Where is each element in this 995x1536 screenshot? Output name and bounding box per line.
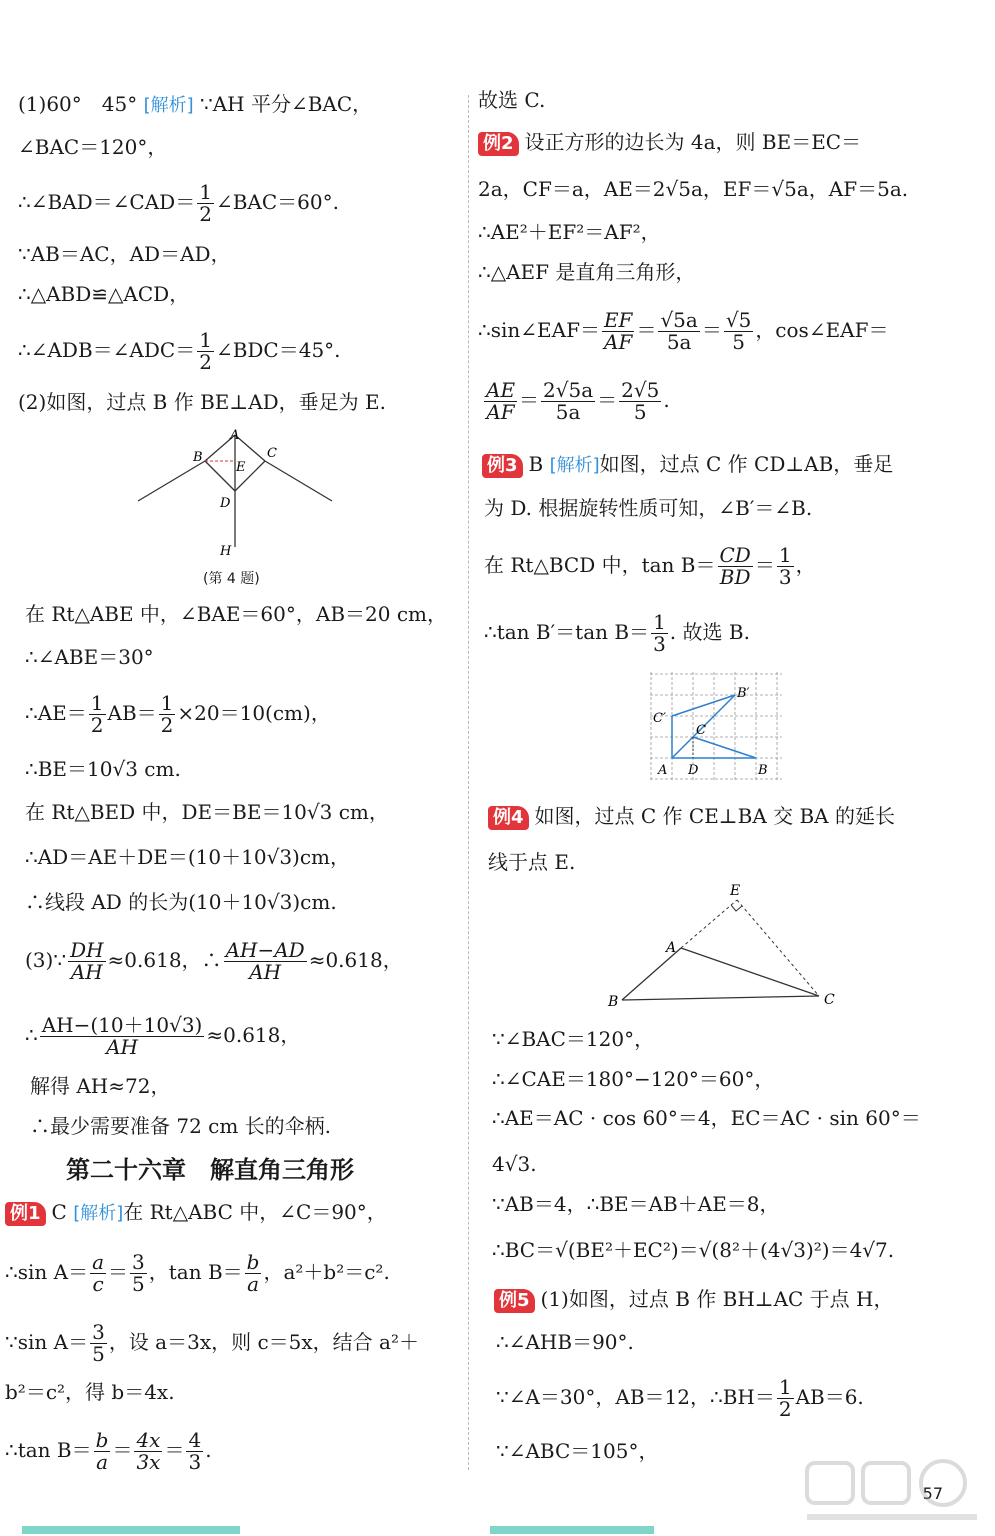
- fraction-dh-ah: $\frac{DH}{AH}$: [70, 938, 104, 984]
- fraction-3-5: $\frac{3}{5}$: [92, 1320, 105, 1366]
- example-5-line-2: ∴∠AHB＝90°.: [496, 1330, 634, 1354]
- ex3-label-a: A: [658, 763, 668, 778]
- jiexi-label: [解析]: [73, 1203, 124, 1224]
- figure-4-caption: (第 4 题): [203, 571, 260, 587]
- left-line-18: ∴最少需要准备 72 cm 长的伞柄.: [30, 1114, 332, 1138]
- column-divider: [468, 95, 469, 1470]
- fraction-4-3: $\frac{4}{3}$: [188, 1428, 202, 1474]
- fig4-label-h: H: [220, 544, 232, 559]
- example-4-line-5: ∴AE＝AC · cos 60°＝4，EC＝AC · sin 60°＝: [492, 1106, 921, 1130]
- example-4-line-6: 4√3.: [492, 1152, 537, 1176]
- left-line-14: ∴线段 AD 的长为(10＋10√3)cm.: [25, 890, 337, 914]
- left-line-7: (2)如图，过点 B 作 BE⊥AD，垂足为 E.: [18, 390, 386, 414]
- fraction-ah-ad-over-ah: $\frac{AH-AD}{AH}$: [225, 938, 305, 984]
- example-5-line-3: ∵∠A＝30°，AB＝12，∴BH＝ $\frac{1}{2}$ AB＝6.: [496, 1375, 864, 1421]
- footer-bar-left: [22, 1526, 240, 1534]
- ex4-label-b: B: [608, 994, 619, 1010]
- example-2-line-3: ∴AE²＋EF²＝AF²，: [478, 220, 661, 244]
- fraction-4x-3x: $\frac{4x}{3x}$: [136, 1428, 161, 1474]
- left-line-5: ∴△ABD≌△ACD，: [18, 282, 190, 306]
- fraction-ae-af: $\frac{AE}{AF}$: [486, 378, 516, 424]
- left-line-3: ∴∠BAD＝∠CAD＝ $\frac{1}{2}$ ∠BAC＝60°.: [18, 180, 339, 226]
- ex3-label-b-prime: B′: [737, 686, 750, 701]
- left-line-16: ∴ $\frac{AH-(10+10√3)}{AH}$ ≈0.618，: [25, 1013, 301, 1059]
- ex3-label-c-prime: C′: [653, 711, 666, 726]
- fig4-label-a: A: [230, 428, 240, 443]
- fraction-cd-bd: $\frac{CD}{BD}$: [719, 543, 751, 589]
- example-2-line-2: 2a，CF＝a，AE＝2√5a，EF＝√5a，AF＝5a.: [478, 177, 909, 201]
- fraction-half: $\frac{1}{2}$: [90, 691, 104, 737]
- ex4-label-e: E: [730, 883, 741, 899]
- left-line-9: ∴∠ABE＝30°: [25, 645, 154, 669]
- fraction-3-5: $\frac{3}{5}$: [132, 1250, 145, 1296]
- example-1-tag: 例1: [5, 1202, 46, 1226]
- fig4-label-b: B: [193, 450, 203, 465]
- ex3-label-c: C: [696, 723, 706, 738]
- example-5-line-4: ∵∠ABC＝105°，: [496, 1439, 659, 1463]
- ex4-label-c: C: [824, 992, 835, 1008]
- fraction-b-a: $\frac{b}{a}$: [95, 1428, 109, 1474]
- jiexi-label: [解析]: [549, 455, 600, 476]
- fraction-root5-5: $\frac{√5}{5}$: [725, 308, 752, 354]
- example-4-line-8: ∴BC＝√(BE²＋EC²)＝√(8²＋(4√3)²)＝4√7.: [492, 1238, 895, 1262]
- example-4-line-3: ∵∠BAC＝120°，: [492, 1027, 655, 1051]
- example-1-line-3: ∵sin A＝ $\frac{3}{5}$ ，设 a＝3x，则 c＝5x，结合 a²＋: [5, 1320, 419, 1366]
- example-1-line-1: 例1 C [解析]在 Rt△ABC 中，∠C＝90°，: [5, 1198, 387, 1228]
- example-2-tag: 例2: [478, 132, 519, 156]
- fraction-a-c: $\frac{a}{c}$: [92, 1250, 105, 1296]
- example-4-triangle-diagram: [604, 880, 854, 1010]
- example-3-grid-diagram: [650, 672, 785, 784]
- jiexi-label: [解析]: [143, 95, 194, 116]
- page-number: 57: [922, 1484, 943, 1503]
- example-1-line-4: b²＝c²，得 b＝4x.: [5, 1380, 175, 1404]
- ex3-label-b: B: [758, 763, 768, 778]
- fraction-big: $\frac{AH-(10+10√3)}{AH}$: [41, 1013, 203, 1059]
- example-2-line-5: ∴sin∠EAF＝ $\frac{EF}{AF}$ ＝ $\frac{√5a}{5a}$ ＝ $\frac{√5}{5}$ ，cos∠EAF＝: [478, 308, 889, 354]
- example-2-line-4: ∴△AEF 是直角三角形，: [478, 260, 696, 284]
- example-5-tag: 例5: [494, 1289, 535, 1313]
- fraction-1-3: $\frac{1}{3}$: [653, 610, 666, 656]
- ex4-label-a: A: [666, 940, 677, 956]
- left-line-2: ∠BAC＝120°，: [18, 135, 168, 159]
- example-4-line-4: ∴∠CAE＝180°−120°＝60°，: [492, 1067, 775, 1091]
- example-4-line-7: ∵AB＝4，∴BE＝AB＋AE＝8，: [492, 1192, 780, 1216]
- fig4-label-e: E: [236, 460, 246, 475]
- footer-bar-right: [490, 1526, 654, 1534]
- fraction-half: $\frac{1}{2}$: [199, 328, 212, 374]
- ex3-label-d: D: [688, 763, 699, 778]
- example-2-line-6: $\frac{AE}{AF}$ ＝ $\frac{2√5a}{5a}$ ＝ $\frac{2√5}{5}$ .: [486, 378, 670, 424]
- left-line-11: ∴BE＝10√3 cm.: [25, 757, 181, 781]
- example-5-line-1: 例5 (1)如图，过点 B 作 BH⊥AC 于点 H，: [494, 1285, 893, 1313]
- fraction-half: $\frac{1}{2}$: [199, 180, 212, 226]
- fraction-2root5-5: $\frac{2√5}{5}$: [621, 378, 660, 424]
- fraction-1-3: $\frac{1}{3}$: [778, 543, 792, 589]
- watermark-logo: [787, 1455, 987, 1535]
- example-1-line-5: ∴tan B＝ $\frac{b}{a}$ ＝ $\frac{4x}{3x}$ ＝ $\frac{4}{3}$ .: [5, 1428, 212, 1474]
- fraction-2root5a-5a: $\frac{2√5a}{5a}$: [543, 378, 594, 424]
- left-line-13: ∴AD＝AE＋DE＝(10＋10√3)cm，: [25, 845, 351, 869]
- left-line-10: ∴AE＝ $\frac{1}{2}$ AB＝ $\frac{1}{2}$ ×20＝10(cm)，: [25, 691, 331, 737]
- fraction-half: $\frac{1}{2}$: [160, 691, 174, 737]
- left-line-15: (3)∵ $\frac{DH}{AH}$ ≈0.618，∴ $\frac{AH-AD}{AH}$ ≈0.618，: [25, 938, 403, 984]
- example-4-line-1: 例4 如图，过点 C 作 CE⊥BA 交 BA 的延长: [488, 802, 895, 830]
- example-4-tag: 例4: [488, 806, 529, 830]
- right-line-1: 故选 C.: [478, 88, 546, 112]
- example-3-line-2: 为 D. 根据旋转性质可知，∠B′＝∠B.: [484, 496, 813, 520]
- example-2-line-1: 例2 设正方形的边长为 4a，则 BE＝EC＝: [478, 128, 861, 156]
- left-line-17: 解得 AH≈72，: [30, 1074, 171, 1098]
- fig4-label-c: C: [267, 446, 277, 461]
- chapter-title: 第二十六章 解直角三角形: [66, 1156, 354, 1184]
- example-3-line-4: ∴tan B′＝tan B＝ $\frac{1}{3}$ . 故选 B.: [484, 610, 750, 656]
- fig4-label-d: D: [220, 496, 231, 511]
- example-4-line-2: 线于点 E.: [488, 850, 576, 874]
- left-line-8: 在 Rt△ABE 中，∠BAE＝60°，AB＝20 cm，: [25, 602, 447, 626]
- fraction-half: $\frac{1}{2}$: [778, 1375, 792, 1421]
- fraction-root5a-5a: $\frac{√5a}{5a}$: [660, 308, 698, 354]
- fraction-ef-af: $\frac{EF}{AF}$: [603, 308, 633, 354]
- fraction-b-a: $\frac{b}{a}$: [246, 1250, 260, 1296]
- left-line-4: ∵AB＝AC，AD＝AD，: [18, 242, 231, 266]
- example-3-line-1: 例3 B [解析]如图，过点 C 作 CD⊥AB，垂足: [482, 450, 893, 480]
- figure-4-diagram: [130, 425, 340, 570]
- left-line-12: 在 Rt△BED 中，DE＝BE＝10√3 cm，: [25, 800, 389, 824]
- example-3-tag: 例3: [482, 454, 523, 478]
- left-line-1: (1)60° 45° [解析] ∵AH 平分∠BAC，: [18, 92, 373, 116]
- example-1-line-2: ∴sin A＝ $\frac{a}{c}$ ＝ $\frac{3}{5}$ ，tan B＝ $\frac{b}{a}$ ，a²＋b²＝c².: [5, 1250, 390, 1296]
- left-line-6: ∴∠ADB＝∠ADC＝ $\frac{1}{2}$ ∠BDC＝45°.: [18, 328, 341, 374]
- example-3-line-3: 在 Rt△BCD 中，tan B＝ $\frac{CD}{BD}$ ＝ $\frac{1}{3}$ ，: [484, 543, 816, 589]
